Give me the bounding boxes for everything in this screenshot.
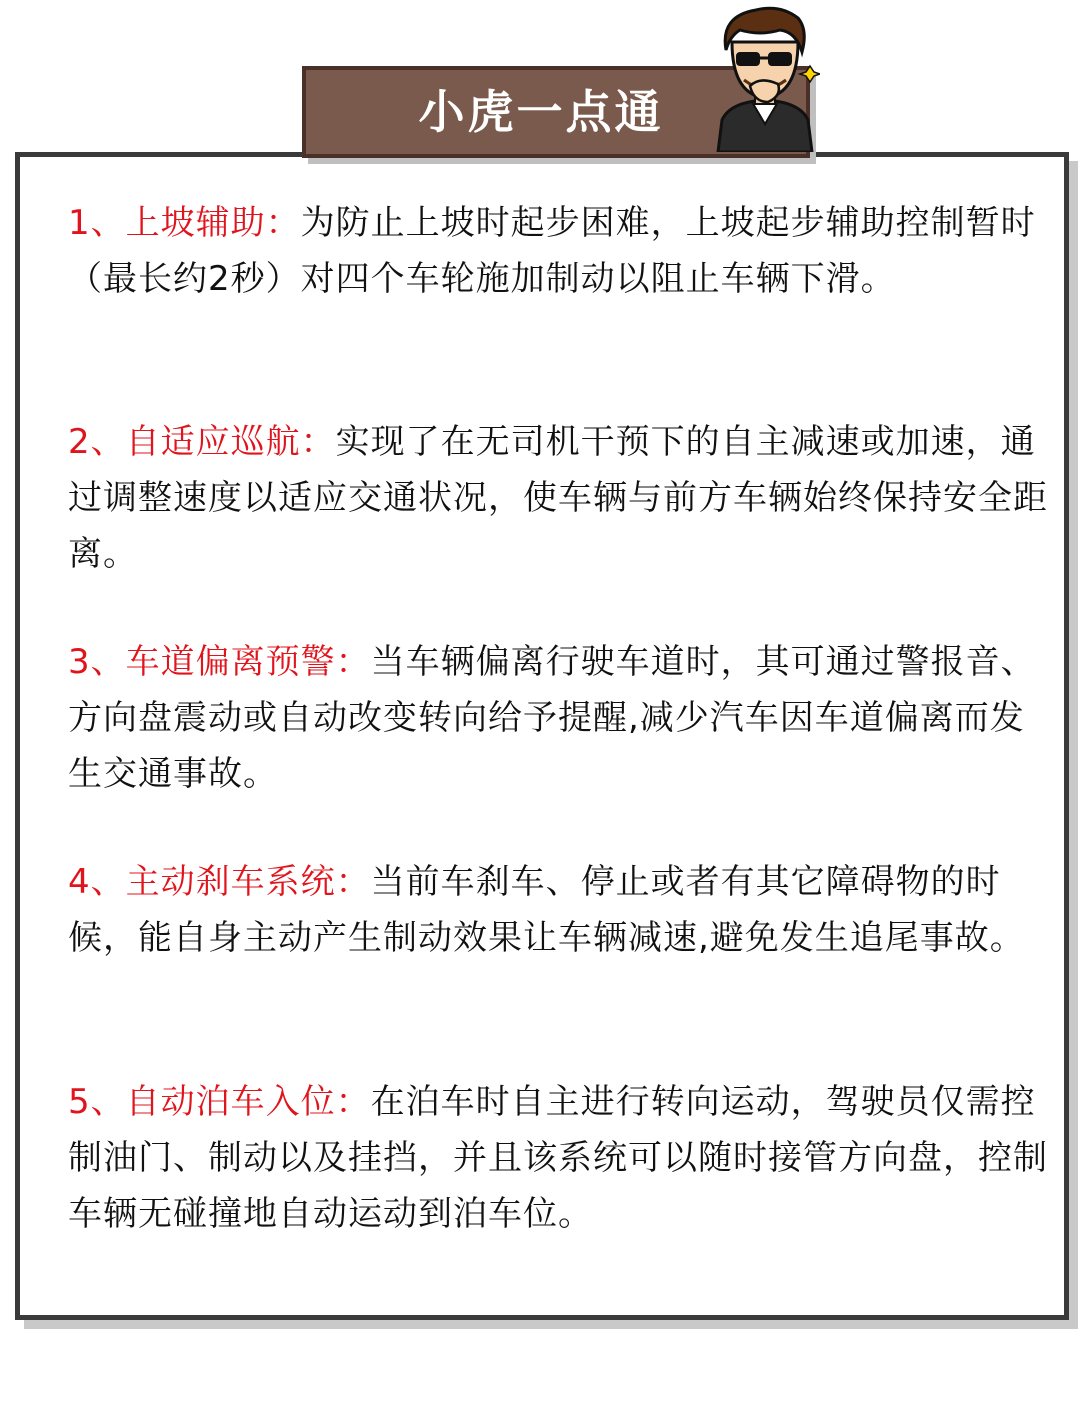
page-title: 小虎一点通 — [418, 85, 664, 139]
section-number: 5、 — [68, 1082, 126, 1122]
section-title: 主动刹车系统： — [125, 862, 371, 902]
section-title: 自动泊车入位： — [125, 1082, 371, 1122]
section-title: 上坡辅助： — [125, 203, 301, 243]
section-title: 自适应巡航： — [125, 422, 336, 462]
section-body: 在泊车时自主进行转向运动，驾驶员仅需控制油门、制动以及挂挡，并且该系统可以随时接管方向盘，控制车辆无碰撞地自动运动到泊车位。 — [68, 1082, 1048, 1234]
section-adaptive-cruise — [68, 414, 1058, 582]
section-title: 车道偏离预警： — [125, 642, 371, 682]
section-body: 实现了在无司机干预下的自主减速或加速，通过调整速度以适应交通状况，使车辆与前方车辆始终保持安全距离。 — [68, 422, 1048, 574]
section-active-braking — [68, 854, 1058, 966]
section-number: 1、 — [68, 203, 126, 243]
section-lane-departure — [68, 634, 1058, 802]
section-uphill-assist — [68, 195, 1058, 307]
section-number: 3、 — [68, 642, 126, 682]
section-number: 2、 — [68, 422, 126, 462]
section-body: 当前车刹车、停止或者有其它障碍物的时候，能自身主动产生制动效果让车辆减速,避免发生追尾事故。 — [68, 862, 1025, 958]
section-auto-parking — [68, 1074, 1058, 1242]
section-body: 为防止上坡时起步困难，上坡起步辅助控制暂时（最长约2秒）对四个车轮施加制动以阻止车辆下滑。 — [68, 203, 1036, 299]
section-body: 当车辆偏离行驶车道时，其可通过警报音、方向盘震动或自动改变转向给予提醒,减少汽车因车道偏离而发生交通事故。 — [68, 642, 1036, 794]
section-number: 4、 — [68, 862, 126, 902]
mascot-avatar-icon — [710, 2, 820, 152]
